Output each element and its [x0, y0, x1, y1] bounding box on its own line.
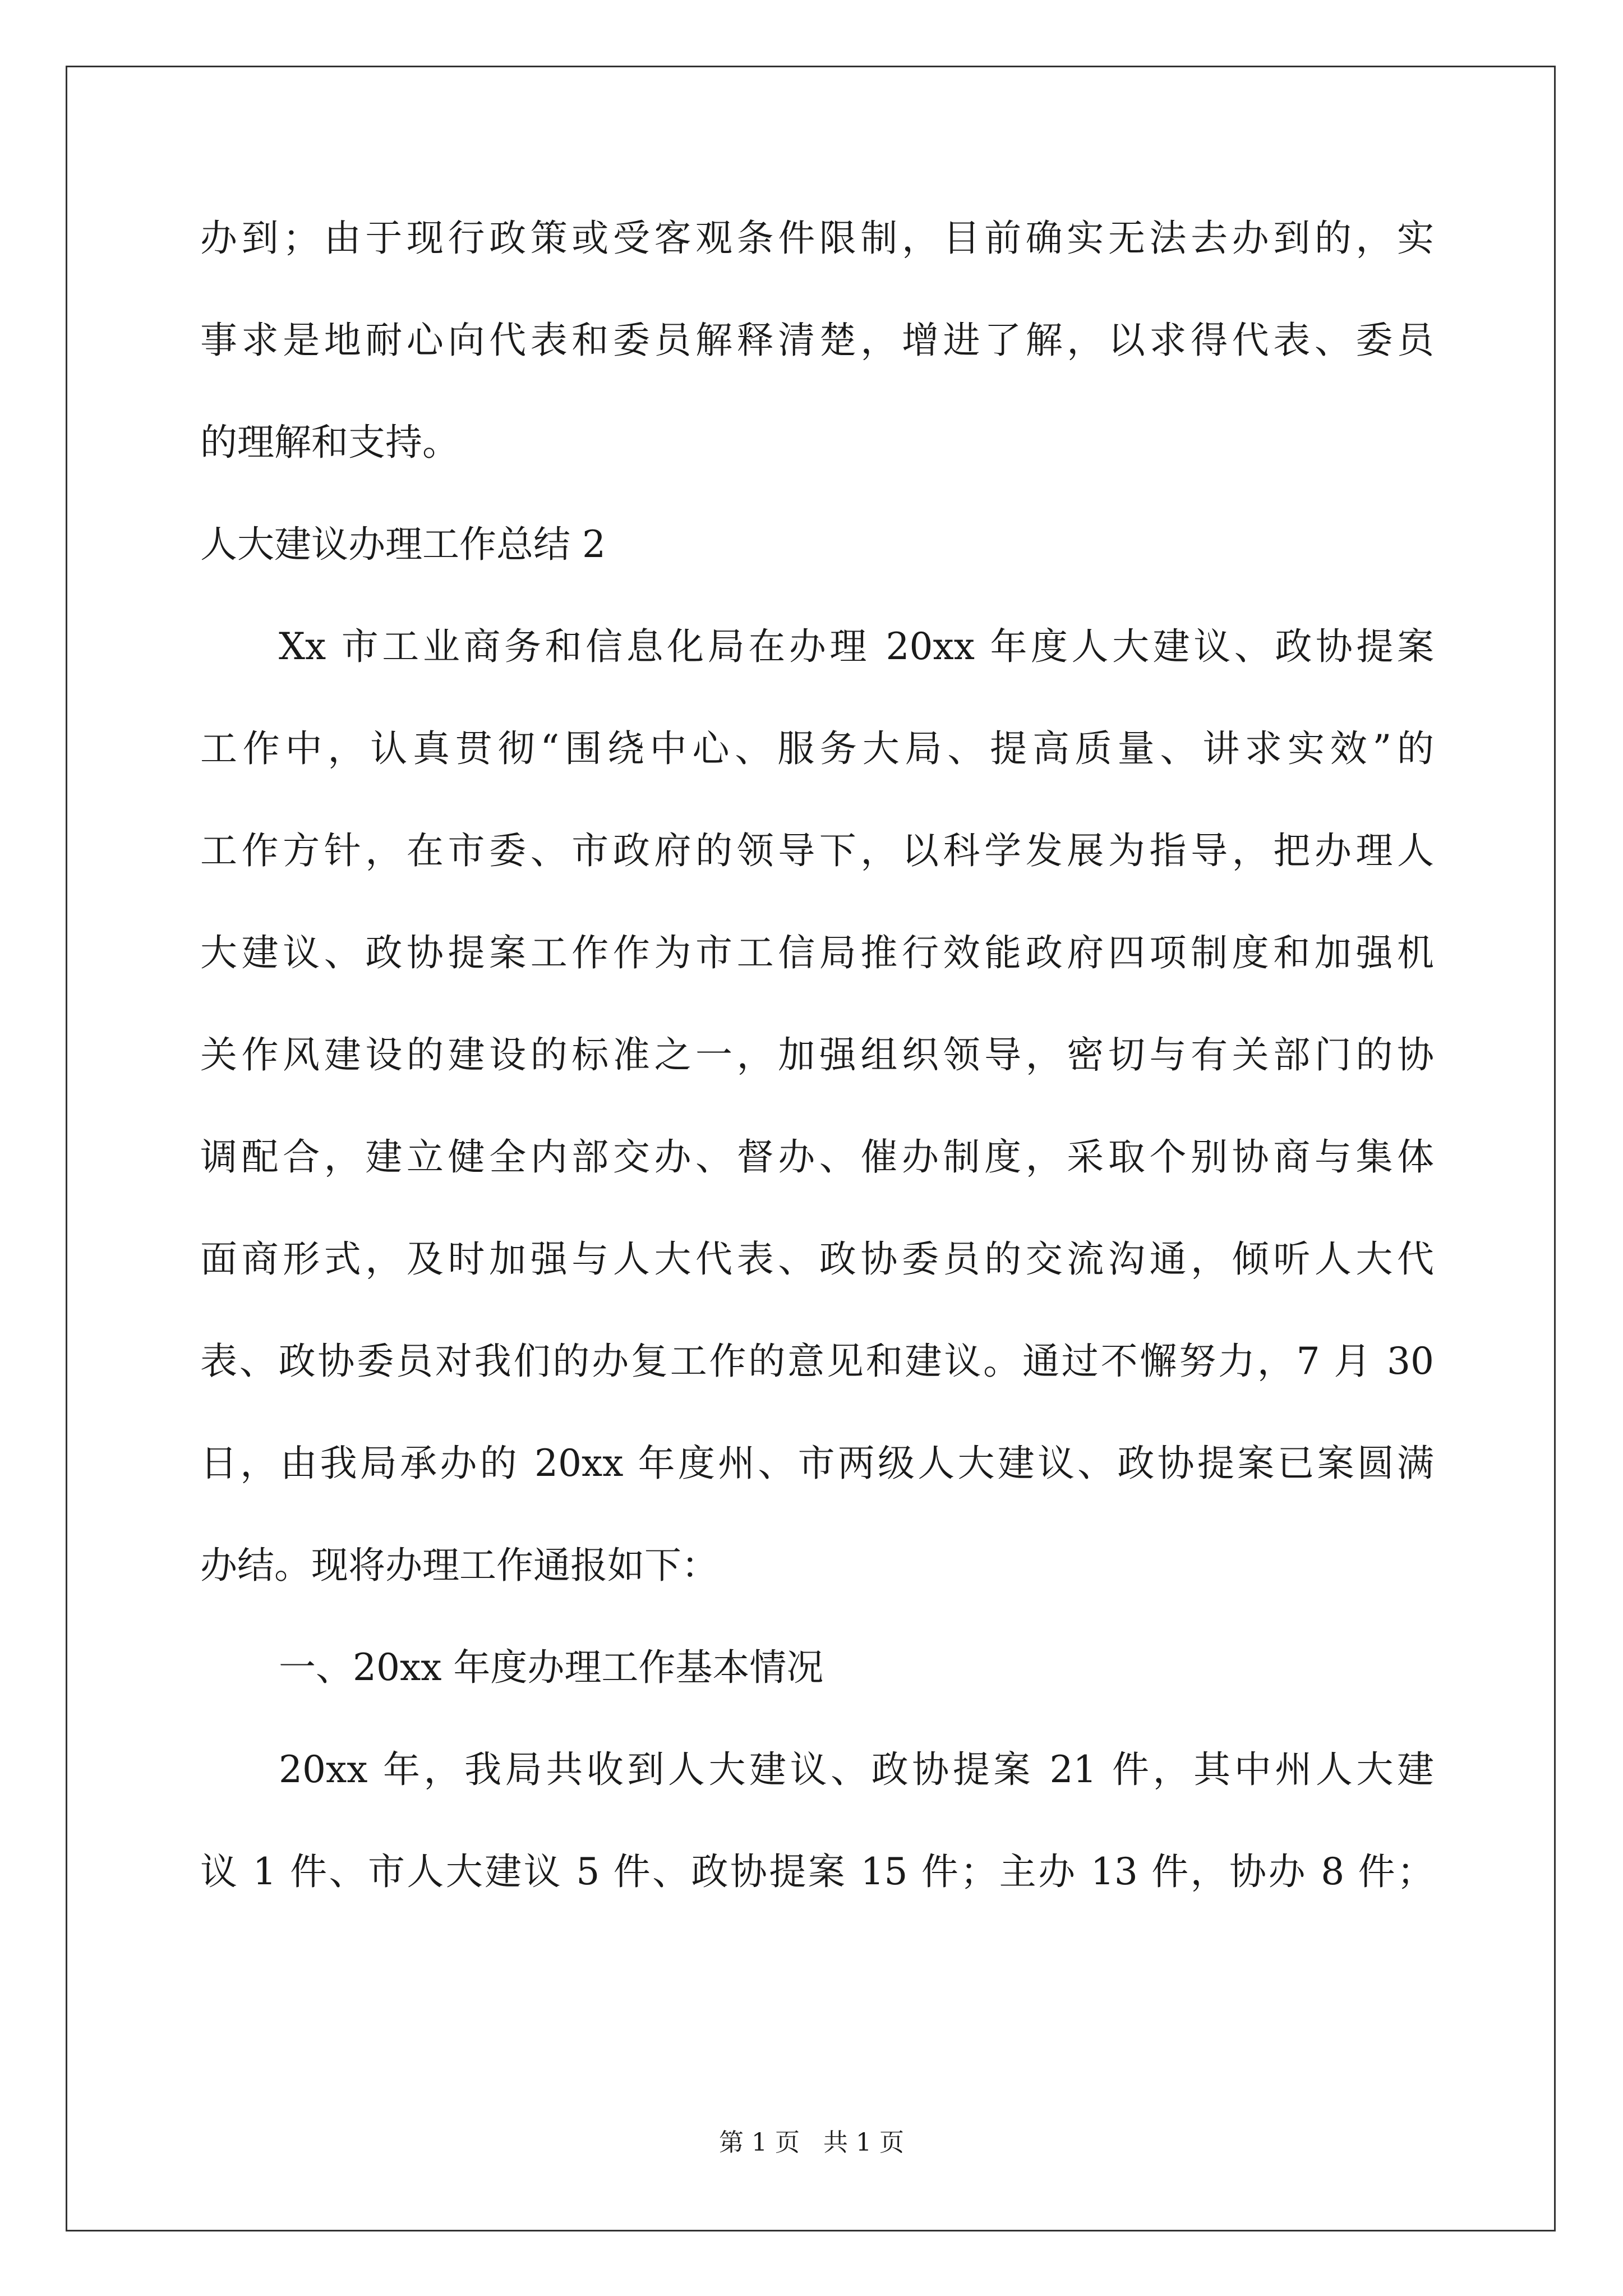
text-line: 关作风建设的建设的标准之一，加强组织领导，密切与有关部门的协: [200, 1033, 1434, 1076]
text-line: 大建议、政协提案工作作为市工信局推行效能政府四项制度和加强机: [200, 931, 1434, 974]
text-line: 议 1 件、市人大建议 5 件、政协提案 15 件；主办 13 件，协办 8 件；: [200, 1850, 1434, 1893]
text-line: 日，由我局承办的 20xx 年度州、市两级人大建议、政协提案已案圆满: [200, 1442, 1434, 1485]
document-body: [200, 213, 1434, 1949]
subsection-heading: 一、20xx 年度办理工作基本情况: [279, 1646, 824, 1689]
page-total: 共 1 页: [823, 2128, 904, 2157]
text-line: Xx 市工业商务和信息化局在办理 20xx 年度人大建议、政协提案: [279, 625, 1434, 668]
text-line: 面商形式，及时加强与人大代表、政协委员的交流沟通，倾听人大代: [200, 1237, 1434, 1281]
text-line: 调配合，建立健全内部交办、督办、催办制度，采取个别协商与集体: [200, 1135, 1434, 1179]
text-line: 20xx 年，我局共收到人大建议、政协提案 21 件，其中州人大建: [279, 1748, 1434, 1791]
text-line: 工作中，认真贯彻“围绕中心、服务大局、提高质量、讲求实效”的: [200, 727, 1434, 770]
text-line: 表、政协委员对我们的办复工作的意见和建议。通过不懈努力，7 月 30: [200, 1340, 1434, 1383]
text-line: 工作方针，在市委、市政府的领导下，以科学发展为指导，把办理人: [200, 829, 1434, 872]
page-number: 第 1 页: [719, 2128, 800, 2157]
text-line: 事求是地耐心向代表和委员解释清楚，增进了解，以求得代表、委员: [200, 319, 1434, 362]
text-line: 的理解和支持。: [200, 421, 459, 464]
text-line: 办到；由于现行政策或受客观条件限制，目前确实无法去办到的，实: [200, 217, 1434, 260]
text-line: 办结。现将办理工作通报如下：: [200, 1544, 718, 1587]
section-heading: 人大建议办理工作总结 2: [200, 523, 606, 566]
page-footer: [0, 2126, 1623, 2160]
